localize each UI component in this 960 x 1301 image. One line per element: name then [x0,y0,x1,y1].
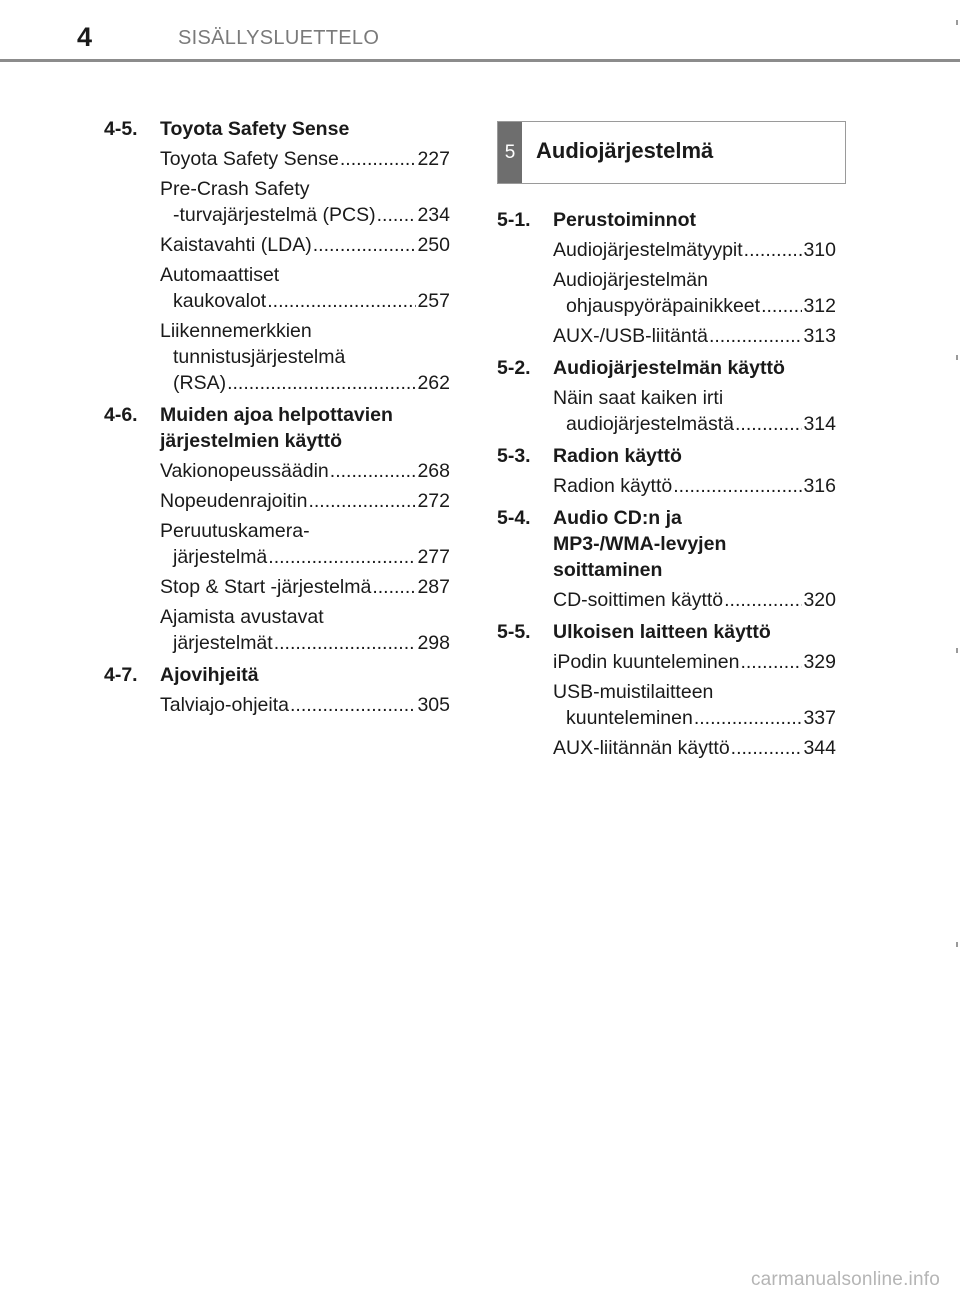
toc-section [497,207,836,349]
entry-title-row [160,630,450,656]
entry-page-number: 227 [417,148,450,170]
chapter-heading-box [497,121,846,184]
entry-page-number: 312 [803,295,836,317]
section-heading-line: soittaminen [553,559,663,581]
entry-title-line: Ajamista avustavat [160,606,324,628]
dot-leader [274,630,417,656]
dot-leader [313,232,417,258]
entry-title: Nopeudenrajoitin [160,490,308,512]
entry-title-line: Näin saat kaiken irti [553,387,724,409]
entry-page-number: 257 [417,290,450,312]
entry-page-number: 262 [417,372,450,394]
toc-entry[interactable] [160,262,450,314]
toc-section [104,116,450,396]
edge-tick [956,20,958,25]
entry-title-row [553,587,836,613]
toc-entry[interactable] [160,488,450,514]
section-number: 4-5. [104,118,138,140]
entry-title: AUX-/USB-liitäntä [553,325,708,347]
toc-section [104,402,450,656]
toc-left-column [104,116,450,724]
entry-title-row [553,473,836,499]
entry-title: AUX-liitännän käyttö [553,737,730,759]
entry-title: iPodin kuunteleminen [553,651,740,673]
dot-leader [744,237,803,263]
entry-title: Vakionopeussäädin [160,460,329,482]
section-heading-line: MP3-/WMA-levyjen [553,533,727,555]
page-number: 4 [77,22,93,52]
section-number: 5-3. [497,445,531,467]
entry-page-number: 250 [417,234,450,256]
section-heading-line: Muiden ajoa helpottavien [160,404,393,426]
dot-leader [268,544,416,570]
entry-title-line: Audiojärjestelmän [553,269,709,291]
dot-leader [372,574,416,600]
section-heading: Ajovihjeitä [160,664,259,686]
toc-entry[interactable] [553,237,836,263]
entry-page-number: 287 [417,576,450,598]
entry-page-number: 329 [803,651,836,673]
toc-entry[interactable] [553,679,836,731]
entry-title: ohjauspyöräpainikkeet [566,295,761,317]
dot-leader [673,473,802,499]
entry-title: järjestelmät [173,632,273,654]
entry-title-row [553,237,836,263]
toc-entry[interactable] [553,385,836,437]
section-number: 4-7. [104,664,138,686]
toc-section [104,662,450,718]
entry-title: -turvajärjestelmä (PCS) [173,204,376,226]
entry-title: Kaistavahti (LDA) [160,234,312,256]
chapter-number-tab: 5 [498,122,522,183]
dot-leader [724,587,802,613]
entry-title-row [160,574,450,600]
section-number: 5-5. [497,621,531,643]
entry-title-row [160,458,450,484]
entry-title: Audiojärjestelmätyypit [553,239,743,261]
toc-entry[interactable] [553,649,836,675]
dot-leader [267,288,416,314]
entry-title-row [553,411,836,437]
edge-tick [956,942,958,947]
entry-title-row [160,488,450,514]
entry-title-row [160,370,450,396]
dot-leader [290,692,416,718]
dot-leader [735,411,802,437]
entry-title-line: Automaattiset [160,264,280,286]
dot-leader [377,202,417,228]
toc-entry[interactable] [553,587,836,613]
entry-title: Radion käyttö [553,475,673,497]
dot-leader [761,293,802,319]
section-heading-line: Audio CD:n ja [553,507,682,529]
entry-title-line: Pre-Crash Safety [160,178,310,200]
section-heading [160,402,450,454]
section-heading: Radion käyttö [553,445,682,467]
toc-entry[interactable] [160,458,450,484]
toc-entry[interactable] [160,692,450,718]
toc-entry[interactable] [553,473,836,499]
entry-title-line: Peruutuskamera- [160,520,310,542]
dot-leader [308,488,416,514]
entry-page-number: 277 [417,546,450,568]
toc-section [497,443,836,499]
section-number: 5-2. [497,357,531,379]
entry-page-number: 272 [417,490,450,512]
entry-page-number: 305 [417,694,450,716]
entry-title-row [553,293,836,319]
entry-title-row [553,323,836,349]
section-heading: Toyota Safety Sense [160,118,350,140]
entry-page-number: 344 [803,737,836,759]
running-title: SISÄLLYSLUETTELO [178,27,380,49]
entry-page-number: 316 [803,475,836,497]
entry-title-line: USB-muistilaitteen [553,681,714,703]
section-heading: Ulkoisen laitteen käyttö [553,621,771,643]
entry-title: CD-soittimen käyttö [553,589,724,611]
entry-title: järjestelmä [173,546,268,568]
entry-title: kuunteleminen [566,707,693,729]
toc-entry[interactable] [160,318,450,396]
edge-tick [956,648,958,653]
entry-title-row [160,232,450,258]
toc-section [497,505,836,613]
toc-entry[interactable] [160,146,450,172]
dot-leader [740,649,802,675]
entry-page-number: 234 [417,204,450,226]
dot-leader [227,370,416,396]
toc-entry[interactable] [553,323,836,349]
toc-entry[interactable] [160,574,450,600]
entry-title-row [160,692,450,718]
entry-title-line: tunnistusjärjestelmä [173,346,346,368]
entry-title-row [553,649,836,675]
toc-section [497,619,836,761]
section-heading-line: järjestelmien käyttö [160,430,343,452]
entry-title-row [160,288,450,314]
dot-leader [330,458,417,484]
entry-page-number: 337 [803,707,836,729]
entry-page-number: 314 [803,413,836,435]
edge-tick [956,355,958,360]
entry-title: kaukovalot [173,290,267,312]
entry-title-line: Liikennemerkkien [160,320,312,342]
section-number: 4-6. [104,404,138,426]
entry-page-number: 320 [803,589,836,611]
dot-leader [694,705,803,731]
entry-title-row [160,202,450,228]
section-number: 5-4. [497,507,531,529]
watermark: carmanualsonline.info [750,1269,940,1290]
section-heading: Audiojärjestelmän käyttö [553,357,785,379]
toc-entry[interactable] [160,176,450,228]
entry-title: Toyota Safety Sense [160,148,339,170]
entry-title: Talviajo-ohjeita [160,694,289,716]
toc-section [497,355,836,437]
toc-entry[interactable] [160,604,450,656]
section-heading: Perustoiminnot [553,209,697,231]
toc-entry[interactable] [160,232,450,258]
page-header [0,0,960,64]
entry-title: (RSA) [173,372,227,394]
toc-right-column [497,207,836,767]
entry-title: audiojärjestelmästä [566,413,735,435]
toc-entry[interactable] [553,735,836,761]
dot-leader [340,146,417,172]
entry-page-number: 310 [803,239,836,261]
entry-title-row [160,146,450,172]
toc-entry[interactable] [160,518,450,570]
dot-leader [731,735,803,761]
entry-title-row [160,544,450,570]
section-number: 5-1. [497,209,531,231]
entry-page-number: 313 [803,325,836,347]
toc-entry[interactable] [553,267,836,319]
entry-page-number: 268 [417,460,450,482]
entry-title: Stop & Start -järjestelmä [160,576,372,598]
entry-title-row [553,735,836,761]
header-rule [0,59,960,62]
dot-leader [709,323,802,349]
entry-title-row [553,705,836,731]
chapter-title: Audiojärjestelmä [536,138,714,163]
entry-page-number: 298 [417,632,450,654]
section-heading [553,505,836,583]
